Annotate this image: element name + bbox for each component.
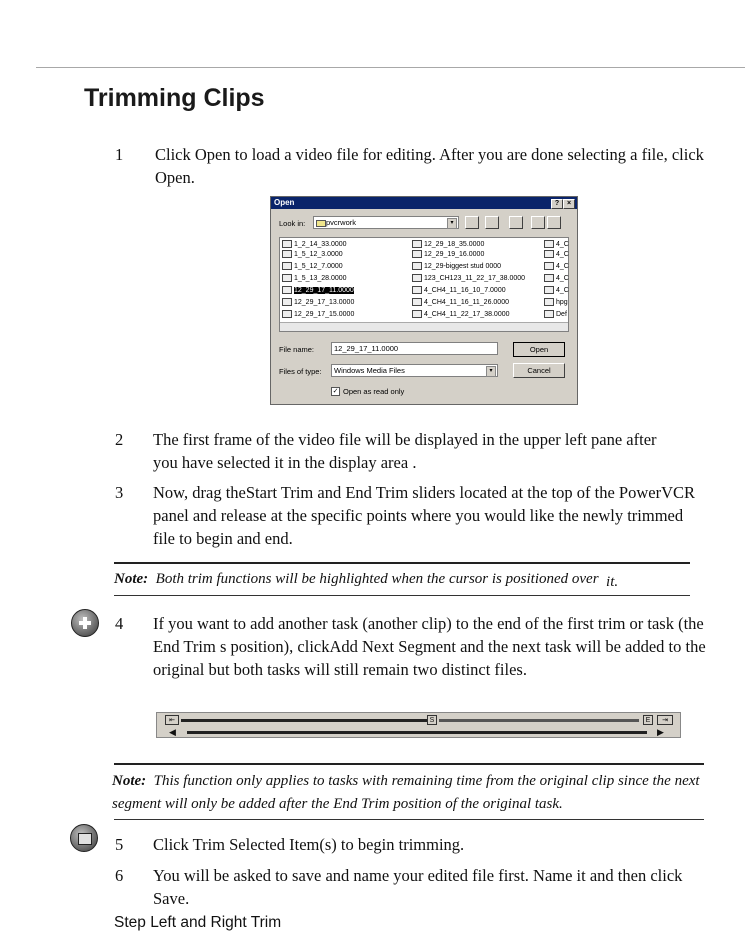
dialog-titlebar (271, 197, 577, 209)
look-in-select[interactable] (313, 216, 459, 229)
list-item[interactable]: 4_CH4_11_16_11_26.0000 (412, 298, 509, 307)
note-1-top-rule (114, 562, 690, 564)
file-name-input[interactable]: 12_29_17_11.0000 (331, 342, 498, 355)
end-trim-icon[interactable]: ⇥ (657, 715, 673, 725)
folder-icon (316, 220, 326, 227)
list-item[interactable]: 4_C (544, 240, 569, 249)
step-4-number: 4 (115, 614, 124, 633)
step-3-number: 3 (115, 483, 124, 502)
step-1-text: Click Open to load a video file for editing. After you are done selecting a file, click Open. (155, 145, 704, 187)
step-1-number: 1 (115, 145, 124, 164)
note-2-text: This function only applies to tasks with remaining time from the original clip since the next segment will only be added after the End Trim position of the original task. (112, 773, 700, 812)
chevron-down-icon: ▾ (486, 366, 496, 377)
readonly-checkbox[interactable]: ✓ (332, 388, 339, 395)
list-item[interactable]: 12_29-biggest stud 0000 (412, 262, 501, 271)
cancel-button[interactable]: Cancel (513, 363, 565, 378)
dialog-title: Open (274, 198, 295, 207)
step-5-text: Click Trim Selected Item(s) to begin trimming. (153, 835, 465, 854)
list-item[interactable]: 123_CH123_11_22_17_38.0000 (412, 274, 525, 283)
header-rule (36, 67, 745, 68)
open-button[interactable]: Open (513, 342, 565, 357)
details-view-icon[interactable] (547, 216, 561, 229)
note-1 (114, 568, 714, 591)
list-item[interactable]: 12_29_18_35.0000 (412, 240, 484, 249)
note-1-label: Note: (114, 571, 149, 587)
note-1-tail: it. (606, 574, 619, 590)
list-item[interactable]: Def (544, 310, 567, 319)
file-list[interactable] (279, 237, 569, 332)
trim-slider-bar (156, 712, 681, 738)
trim-track-middle (439, 719, 639, 722)
list-item[interactable]: 4_C (544, 262, 569, 271)
list-item[interactable]: 12_29_19_16.0000 (412, 250, 484, 259)
list-item-selected[interactable]: 12_29_17_11.0000 (282, 286, 354, 295)
list-item[interactable]: hpg (544, 298, 568, 307)
note-2-top-rule (114, 763, 704, 765)
list-item[interactable]: 4_CH4_11_16_10_7.0000 (412, 286, 506, 295)
help-button[interactable]: ? (551, 199, 563, 209)
list-item[interactable]: 4_C (544, 250, 569, 259)
position-track[interactable] (187, 731, 647, 734)
files-of-type-label: Files of type: (279, 367, 322, 376)
up-folder-icon[interactable] (465, 216, 479, 229)
list-item[interactable]: 4_CH4_11_22_17_38.0000 (412, 310, 510, 319)
end-marker[interactable]: E (643, 715, 653, 725)
new-folder-icon[interactable] (509, 216, 523, 229)
footer-caption: Step Left and Right Trim (114, 914, 282, 931)
look-in-value: pvcrwork (326, 218, 357, 227)
note-2-label: Note: (112, 773, 147, 789)
list-item[interactable]: 4_C (544, 274, 569, 283)
scroll-left-icon[interactable]: ◀ (169, 727, 176, 737)
page-title: Trimming Clips (84, 84, 265, 112)
list-view-icon[interactable] (531, 216, 545, 229)
desktop-icon[interactable] (485, 216, 499, 229)
trim-track-upper (181, 719, 427, 722)
step-6-number: 6 (115, 866, 124, 885)
list-item[interactable]: 4_C (544, 286, 569, 295)
list-item[interactable]: 1_5_12_7.0000 (282, 262, 343, 271)
file-name-label: File name: (279, 345, 315, 354)
step-6-text: You will be asked to save and name your edited file first. Name it and then click Save. (153, 866, 683, 908)
step-3-text: Now, drag theStart Trim and End Trim sliders located at the top of the PowerVCR panel and release at the specific points where you would like the newly trimmed file to begin and end. (153, 483, 696, 548)
step-2-text: The first frame of the video file will be displayed in the upper left pane after you have selected it in the display area . (153, 430, 657, 472)
list-item[interactable]: 1_5_12_3.0000 (282, 250, 343, 259)
note-1-text: Both trim functions will be highlighted when the cursor is positioned over (155, 571, 599, 587)
step-4-text: If you want to add another task (another clip) to the end of the first trim or task (the End Trim s position), clickAdd Next Segment and the next task will be added to the original but both tasks will still remain two distinct files. (153, 614, 706, 679)
files-of-type-value: Windows Media Files (334, 366, 405, 375)
chevron-down-icon: ▾ (447, 218, 457, 229)
start-trim-icon[interactable]: ⇤ (165, 715, 179, 725)
readonly-label: Open as read only (343, 387, 405, 396)
step-2-number: 2 (115, 430, 124, 449)
scroll-right-icon[interactable]: ▶ (657, 727, 664, 737)
start-marker[interactable]: S (427, 715, 437, 725)
files-of-type-select[interactable] (331, 364, 498, 377)
close-button[interactable]: × (563, 199, 575, 209)
list-item[interactable]: 12_29_17_15.0000 (282, 310, 354, 319)
step-5-number: 5 (115, 835, 124, 854)
trim-selected-icon (70, 824, 98, 852)
list-item[interactable]: 1_5_13_28.0000 (282, 274, 347, 283)
open-dialog (270, 196, 578, 405)
look-in-label: Look in: (279, 219, 306, 228)
note-2 (112, 770, 712, 816)
list-item[interactable]: 1_2_14_33.0000 (282, 240, 347, 249)
note-2-bottom-rule (114, 819, 704, 820)
note-1-bottom-rule (114, 595, 690, 596)
add-segment-icon (71, 609, 99, 637)
horizontal-scrollbar[interactable] (280, 322, 568, 331)
list-item[interactable]: 12_29_17_13.0000 (282, 298, 354, 307)
